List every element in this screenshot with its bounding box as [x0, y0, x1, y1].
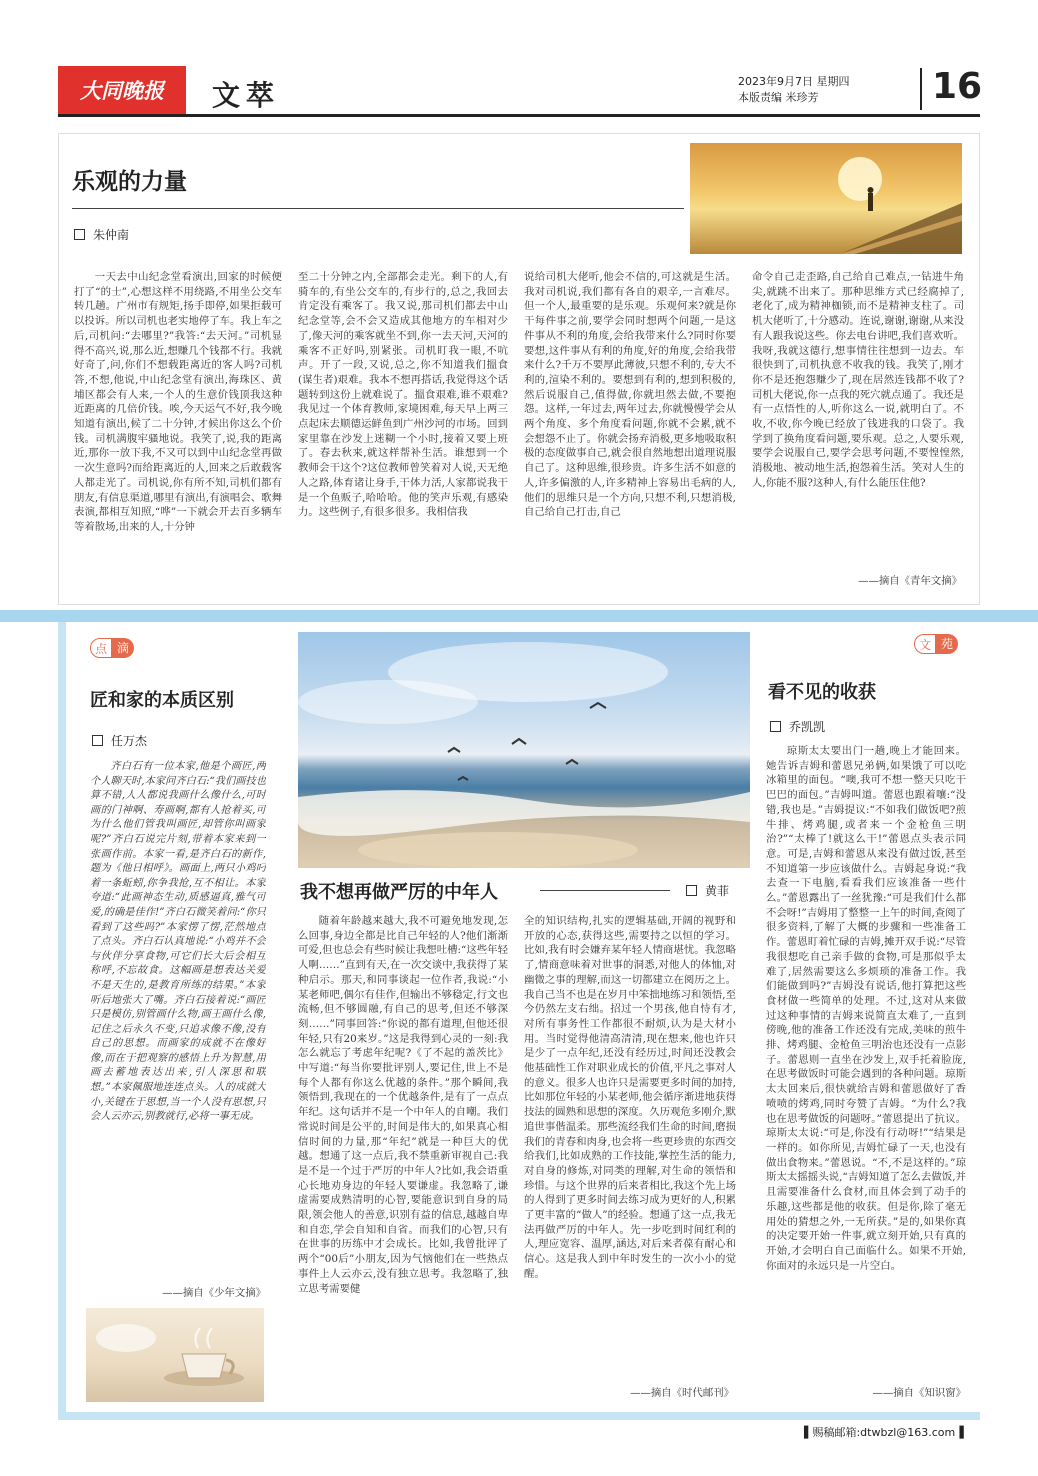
byline-box-icon	[74, 229, 85, 240]
article-title: 乐观的力量	[72, 168, 187, 195]
right-article-body: 琼斯太太要出门一趟,晚上才能回来。她告诉吉姆和蕾恩兄弟俩,如果饿了可以吃冰箱里的面包。“噢,我可不想一整天只吃干巴巴的面包。”吉姆叫道。蕾恩也跟着嚷:“没错,我也是。”吉姆提议:“不如我们做饭吧?煎牛排、烤鸡腿,或者来一个金枪鱼三明治?”“太棒了!就这么干!”蕾恩点头表示同意。可是,吉姆和蕾恩从来没有做过饭,甚至不知道第一步应该做什么。吉姆起身说:“我去查一下电脑,看看我们应该准备一些什么。”蕾恩露出了一丝犹豫:“可是我们什么都不会呀!”吉姆用了整整一上午的时间,查阅了很多资料,了解了大概的步骤和一些准备工作。蕾恩盯着忙碌的吉姆,摊开双手说:“尽管我很想吃自己亲手做的食物,可是那似乎太难了,居然需要这么多烦琐的准备工作。我们能做到吗?”吉姆没有说话,他打算把这些食材做一些简单的处理。不过,这对从来做过这种事情的吉姆来说简直太难了,一直到傍晚,他的准备工作还没有完成,美味的煎牛排、烤鸡腿、金枪鱼三明治也还没有一点影子。蕾恩则一直坐在沙发上,双手托着脸庞,在思考做饭时可能会遇到的各种问题。琼斯太太回来后,很快就给吉姆和蕾恩做好了香喷喷的烤鸡,同时夸赞了吉姆。“为什么?我也在思考做饭的问题呀。”蕾恩提出了抗议。琼斯太太说:“可是,你没有行动呀!”“结果是一样的。如你所见,吉姆忙碌了一天,也没有做出食物来。”蕾恩说。“不,不是这样的。”琼斯太太摇摇头说,“吉姆知道了怎么去做饭,并且需要准备什么食材,而且体会到了动手的乐趣,这些都是他的收获。但是你,除了毫无用处的猜想之外,一无所获。”是的,如果你真的决定要开始一件事,就立刻开始,只有真的开始,才会明白自己面临什么。如果不开始,你面对的永远只是一片空白。	[766, 745, 966, 1272]
byline-box-icon	[92, 735, 103, 746]
author-name: 朱仲南	[93, 228, 130, 242]
left-article-byline: 任万杰	[92, 732, 147, 749]
section-title: 文萃	[212, 79, 281, 112]
issue-date: 2023年9月7日 星期四	[738, 75, 850, 88]
page-editor: 本版责编 米珍芳	[738, 91, 819, 104]
left-article-source: ——摘自《少年文摘》	[162, 1287, 266, 1299]
seaside-birds-photo	[298, 632, 750, 868]
center-article-byline: 黄菲	[686, 882, 729, 899]
center-article-source: ——摘自《时代邮刊》	[630, 1387, 734, 1399]
column-tag-diandi: 点 滴	[90, 638, 134, 658]
byline-box-icon	[686, 885, 697, 896]
column-tag-wenyuan: 文 苑	[914, 634, 958, 654]
right-article-source: ——摘自《知识窗》	[872, 1387, 966, 1399]
sunrise-runner-photo	[690, 143, 962, 254]
submission-email: ▌赐稿邮箱:dtwbzl@163.com▐	[804, 1426, 964, 1439]
article1-source: ——摘自《青年文摘》	[858, 575, 962, 587]
blue-left-border	[58, 622, 66, 1412]
dateline	[738, 74, 850, 106]
blue-bottom-border	[58, 1412, 980, 1420]
article1-column-2: 至二十分钟之内,全部都会走光。剩下的人,有骑车的,有坐公交车的,有步行的,总之,我回去肯定没有乘客了。我又说,那司机们都去中山纪念堂等,会不会又造成其他地方的车相对少了,像天河的乘客就坐不到,你一去天河,天河的乘客不正好吗,别紧张。司机盯我一眼,不吭声。开了一段,又说,总之,你不知道我们搵食(谋生者)艰难。我本不想再搭话,我觉得这个话题转到这份上就难说了。搵食艰难,谁不艰难?我见过一个体育教师,家境困难,每天早上两三点起床去顺德运鲜鱼到广州沙河的市场。回到家里靠在沙发上迷糊一个小时,接着又要上班了。春去秋来,就这样帮补生活。谁想到一个教师会干这个?这位教师曾笑着对人说,天无绝人之路,体育诸让身手,干体力活,人家都说我干是一个鱼贩子,哈哈哈。他的笑声乐观,有感染力。这些例子,有很多很多。我相信我	[298, 271, 508, 519]
page-number: 16	[932, 66, 983, 107]
left-article-title: 匠和家的本质区别	[90, 690, 234, 711]
article-byline	[74, 226, 129, 243]
article1-column-1: 一天去中山纪念堂看演出,回家的时候便打了“的士”,心想这样不用绕路,不用坐公交车转几趟。广州市有规矩,扬手即停,如果拒载可以投诉。所以司机也老实地停了车。我上车之后,司机问:“去哪里?”我答:“去天河。”司机显得不高兴,说,那么近,想赚几个钱都不行。我就好奇了,问,你们不想载距离近的客人吗?司机答,不想,他说,中山纪念堂有演出,海珠区、黄埔区都会有人来,一个人的生意价钱顶我这种近距离的几倍价钱。唉,今天运气不好,我今晚知道有演出,候了二十分钟,才候出你这么个价钱。司机满腹牢骚地说。我笑了,说,我的距离近,那你一放下我,不又可以到中山纪念堂再做一次生意吗?而给距离近的人,回来之后敢载客人都走光了。司机说,你有所不知,司机们都有朋友,有信息渠道,哪里有演出,有演唱会、歌舞表演,都相互知照,“哗”一下就会开去百多辆车等着散场,出来的人,十分钟	[74, 271, 282, 533]
center-title-rule	[540, 890, 670, 891]
center-article-title: 我不想再做严厉的中年人	[300, 882, 498, 903]
article1-column-4: 命令自己走歪路,自己给自己难点,一钻进牛角尖,就跳不出来了。那种思维方式已经腐掉了,老化了,成为精神枷锁,而不是精神支柱了。司机大佬听了,十分感动。连说,谢谢,谢谢,从来没有人跟我说这些。你去电台讲吧,我们喜欢听。我呀,我就这德行,想事情往往想到一边去。车很快到了,司机执意不收我的钱。我笑了,刚才你不是还抱怨赚少了,现在居然连钱都不收了?司机大佬说,你一点我的死穴就点通了。我还是有一点悟性的人,听你这么一说,就明白了。不收,不收,你今晚已经放了钱进我的口袋了。我学到了换角度看问题,要乐观。总之,人要乐观,要学会说服自己,要学会思考问题,不要惶惶然,消极地、被动地生活,抱怨着生活。笑对人生的人,你能不服?这种人,有什么能压住他?	[752, 271, 964, 489]
article1-column-3: 说给司机大佬听,他会不信的,可这就是生活。我对司机说,我们都有各自的艰辛,一言难尽。但一个人,最重要的是乐观。乐观何来?就是你干每件事之前,要学会同时想两个问题,一是这件事从不利的角度,会给我带来什么?同时你要要想,这件事从有利的角度,好的角度,会给我带来什么?千万不要厚此薄彼,只想不利的,专大不利的,渲染不利的。要想到有利的,想到积极的,然后说服自己,值得做,你就坦然去做,不要抱怨。这样,一年过去,两年过去,你就慢慢学会从两个角度、多个角度看问题,你就不会累,就不会想怨不止了。你就会扬弃消极,更多地吸取积极的态度做事自己,就会很自然地想出道理说服自己了。这种思维,很珍贵。许多生活不如意的人,许多偏激的人,许多精神上容易出毛病的人,他们的思维只是一个方向,只想不利,只想消极,自己给自己打击,自己	[524, 271, 736, 519]
right-article-title: 看不见的收获	[768, 682, 876, 703]
byline-box-icon	[770, 721, 781, 732]
center-article-column-2: 全的知识结构,扎实的逻辑基础,开阔的视野和开放的心态,获得这些,需要持之以恒的学习。比如,我有时会嫌弃某年轻人情商堪忧。我忽略了,情商意味着对世事的洞悉,对他人的体恤,对幽微之事的理解,而这一切都建立在阅历之上。我自己当不也是在岁月中笨拙地练习和领悟,至今仍然左支右绌。招过一个男孩,他自恃有才,对所有事务性工作都很不耐烦,认为是大材小用。当时觉得他清高清清,现在想来,他也许只是少了一点年纪,还没有经历过,时间还没教会他基础性工作对职业成长的价值,平凡之事对人的意义。很多人也许只是需要更多时间的加持,比如那位年轻的小某老师,他会循序渐进地获得技法的圆熟和思想的深度。久历观危多刚介,默追世事偕温柔。那些流经我们生命的时间,磨损我们的青春和肉身,也会将一些更珍贵的东西交给我们,比如成熟的工作技能,掌控生活的能力,对自身的修炼,对同类的理解,对生命的领悟和珍惜。与这个世界的后来者相比,我这个先上场的人得到了更多时间去练习成为更好的人,积累了更丰富的“做人”的经验。想通了这一点,我无法再做严厉的中年人。先一步吃到时间红利的人,理应宽容、温厚,涵达,对后来者葆有耐心和信心。这是我人到中年时发生的一次小小的觉醒。	[524, 915, 736, 1280]
masthead-rule	[58, 114, 980, 117]
title-rule	[72, 208, 684, 209]
left-article-body: 齐白石有一位本家,他是个画匠,两个人聊天时,本家问齐白石:“我们画技也算不错,人人都说我画什么像什么,可时画的门神啊、寿画啊,都有人抢着买,可为什么他们管我叫画匠,却管你叫画家呢?”齐白石说完片刻,带着本家来到一张画作前。本家一看,是齐白石的新作,题为《他日相呼》。画面上,两只小鸡叼着一条蚯蚓,你争我抢,互不相让。本家夸道:“此画神态生动,质感逼真,雅气可爱,的确是佳作!”齐白石微笑着问:“你只看到了这些吗?”本家愣了愣,茫然地点了点头。齐白石认真地说:“小鸡并不会与伙伴分享食物,可它们长大后会相互称呼,不忘故食。这幅画是想表达关爱不是天生的,是教育所练的结果。”本家听后地张大了嘴。齐白石接着说:“画匠只是模仿,别管画什么物,画王画什么像,记住之后永久不变,只追求像不像,没有自己的思想。而画家的成就不在像好像,而在于把观察的感悟上升为智慧,用画去蓄地表达出来,引人深思和联想。”本家佩服地连连点头。人的成就大小,关键在于思想,当一个人没有思想,只会人云亦云,别教就行,必将一事无成。	[90, 761, 266, 1123]
right-article-byline: 乔凯凯	[770, 718, 825, 735]
header-divider	[920, 68, 922, 110]
newspaper-logo: 大同晚报	[58, 66, 186, 114]
teacup-photo	[86, 1308, 264, 1402]
center-article-column-1: 随着年龄越来越大,我不可避免地发现,怎么回事,身边全都是比自己年轻的人?他们渐渐可爱,但也总会有些时候让我想吐槽:“这些年轻人啊……”直到有天,在一次交谈中,我获得了某种启示。那天,和同事谈起一位作者,我说:“小某老师吧,偶尔有佳作,但输出不够稳定,行文也流畅,但不够圆融,有自己的思考,但还不够深刻……”同事回答:“你说的都有道理,但他还很年轻,只有20来岁。”这是我得到心灵的一刻:我怎么就忘了考虑年纪呢?《了不起的盖茨比》中写道:“每当你要批评别人,要记住,世上不是每个人都有你这么优越的条件。”那个瞬间,我领悟到,我现在的一个优越条件,是有了一点点年纪。这句话并不是一个中年人的自嘲。我们常说时间是公平的,时间是伟大的,如果真心相信时间的力量,那“年纪”就是一种巨大的优越。想通了这一点后,我不禁重新审视自己:我是不是一个过于严厉的中年人?比如,我会语重心长地劝身边的年轻人要谦虚。我忽略了,谦虚需要成熟清明的心智,要能意识到自身的局限,领会他人的善意,识别有益的信息,越越自卑和自恋,学会自知和自省。而我们的心智,只有在世事的历练中才会成长。比如,我曾批评了两个“00后”小朋友,因为气恼他们在一些热点事件上人云亦云,没有独立思考。我忽略了,独立思考需要健	[298, 915, 508, 1295]
blue-divider-strip	[0, 610, 1038, 622]
